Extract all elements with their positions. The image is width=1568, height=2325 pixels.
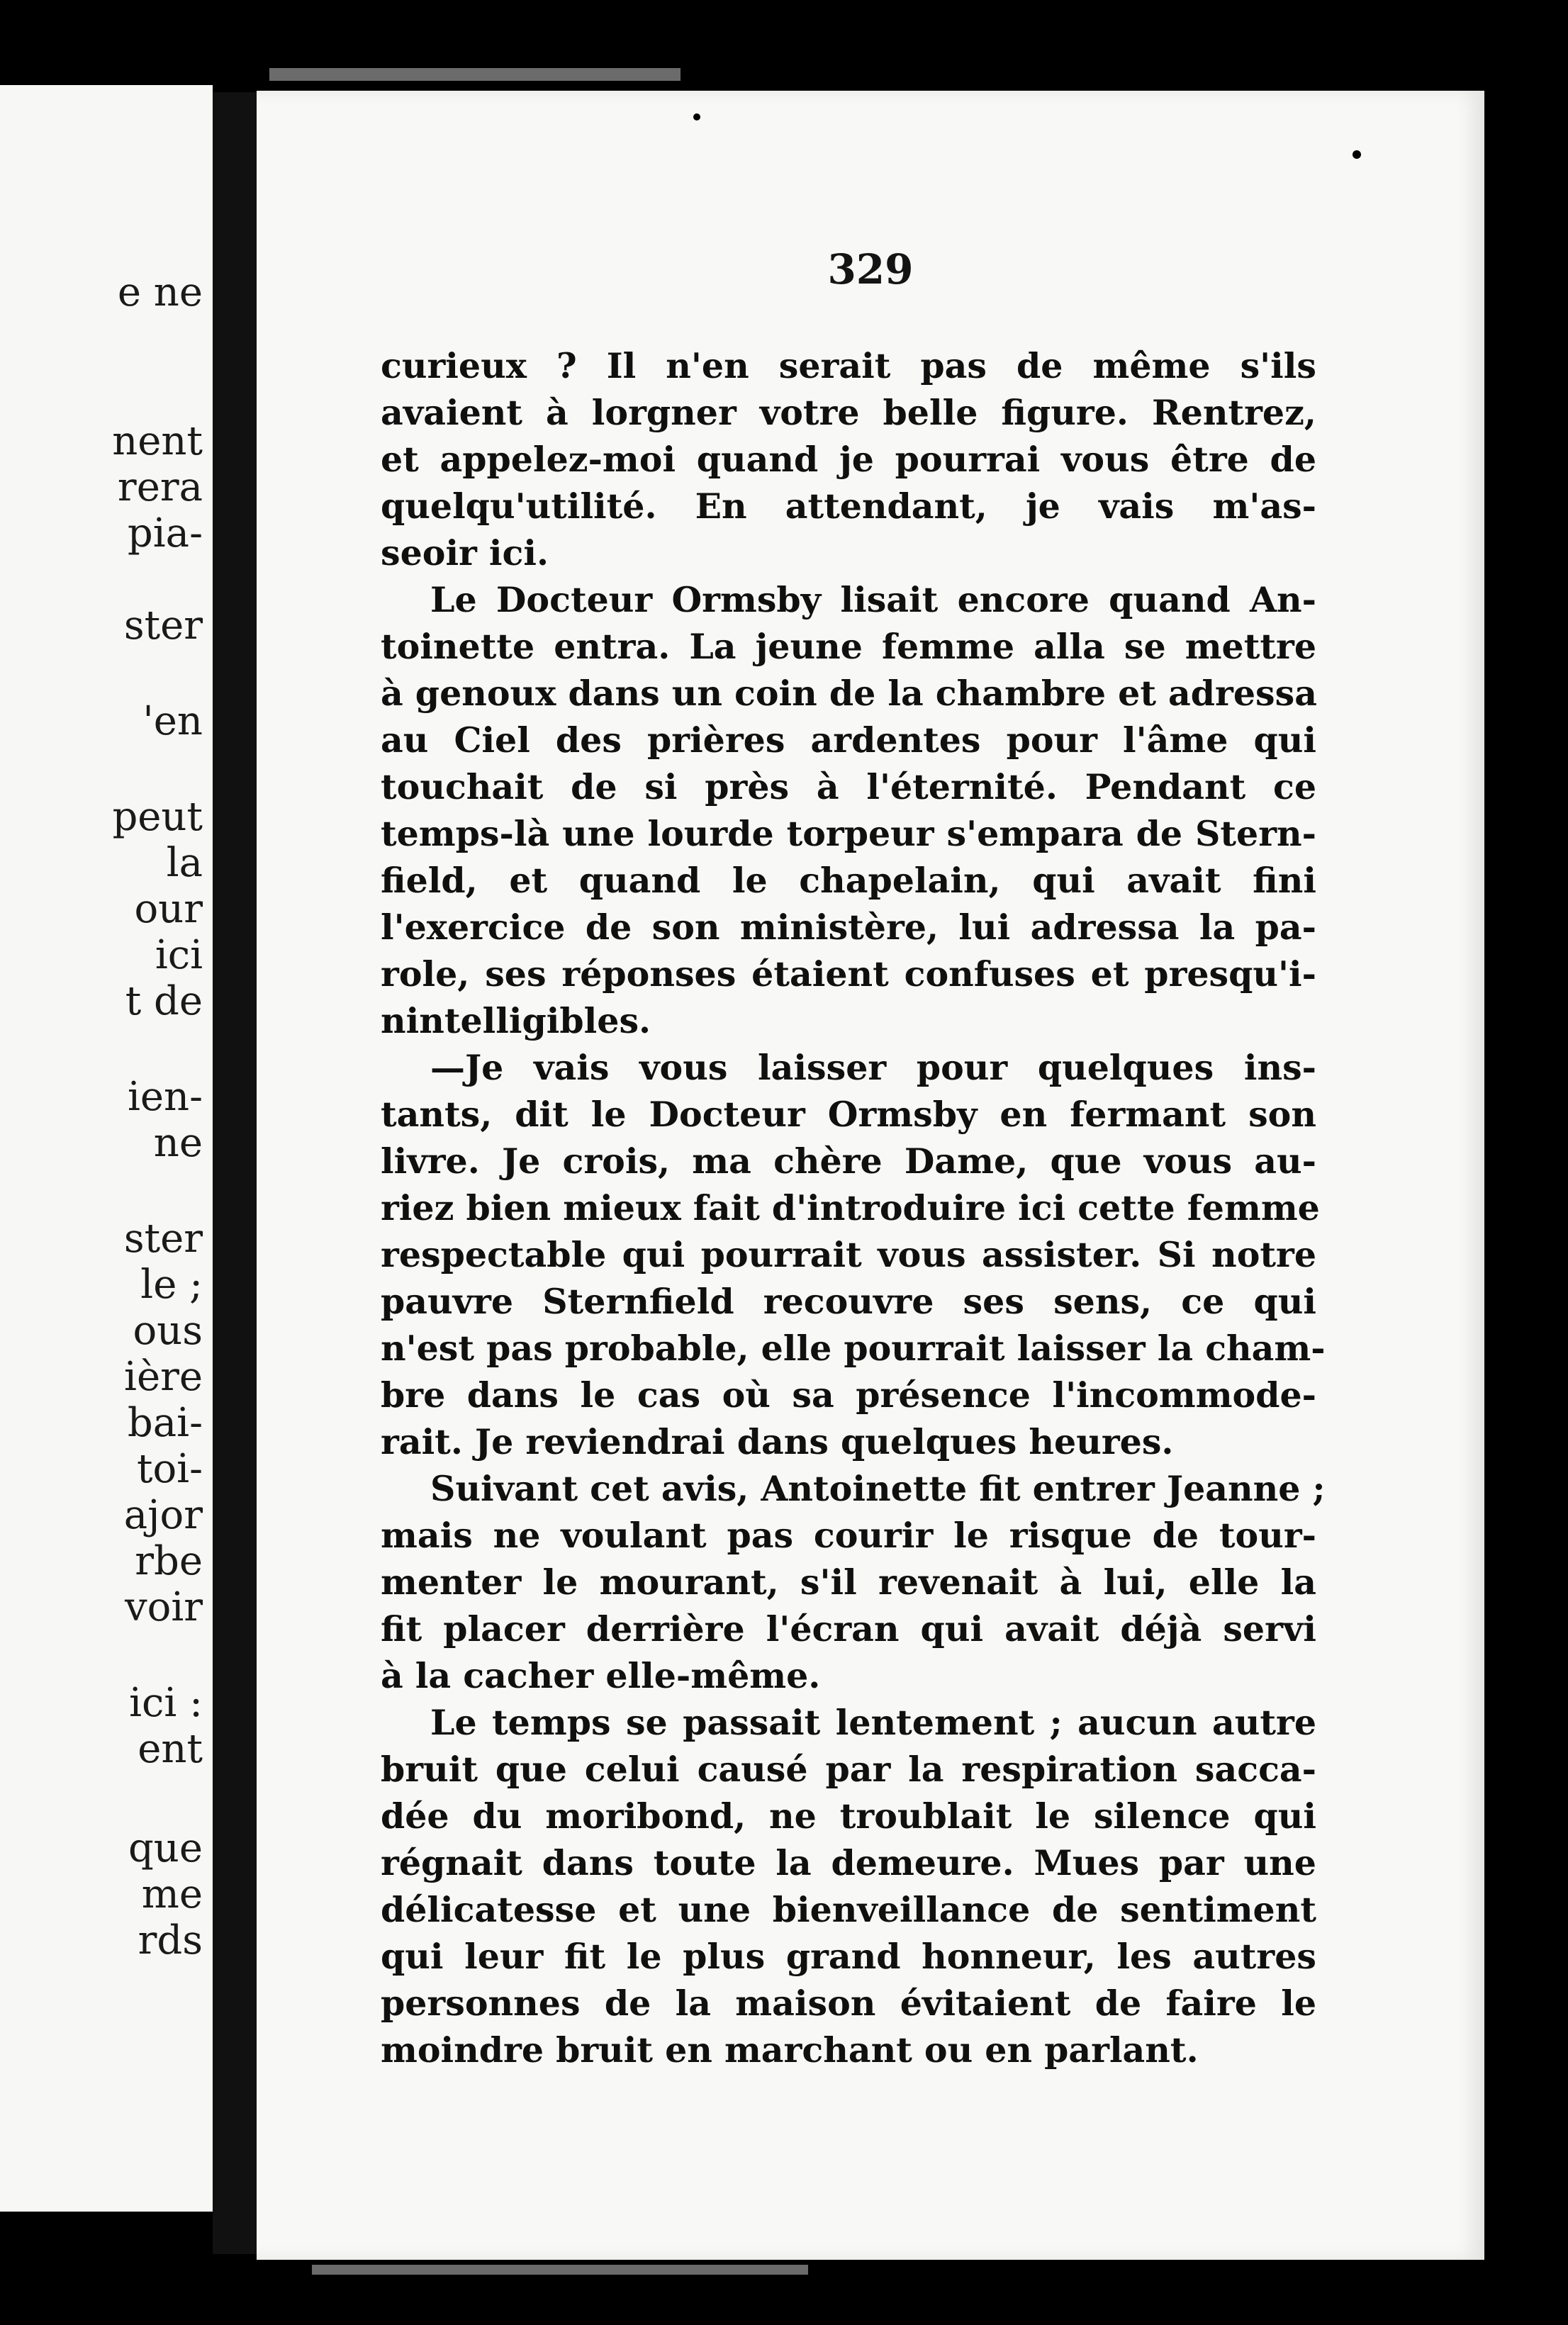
text-line: nintelligibles. [381,1000,651,1041]
text-line: field, et quand le chapelain, qui avait fini [381,860,1316,901]
text-line: au Ciel des prières ardentes pour l'âme qui [381,719,1316,761]
text-line: moindre bruit en marchant ou en parlant. [381,2029,1199,2071]
text-line: avaient à lorgner votre belle figure. Rentrez, [381,392,1316,433]
left-page-line-fragment: our [134,886,203,932]
text-line: bruit que celui causé par la respiration sacca- [381,1749,1316,1790]
text-line: temps-là une lourde torpeur s'empara de Stern- [381,813,1316,854]
text-line: livre. Je crois, ma chère Dame, que vous au- [381,1141,1316,1182]
left-page-line-fragment: ici : [129,1680,203,1726]
left-page-line-fragment: toi- [136,1446,203,1492]
left-page-line-fragment: ster [123,603,203,649]
page-gutter [213,92,257,2254]
left-page-line-fragment: bai- [127,1400,203,1446]
left-page-line-fragment: ous [133,1308,203,1354]
text-line: régnait dans toute la demeure. Mues par une [381,1842,1316,1883]
text-line: quelqu'utilité. En attendant, je vais m'as- [381,486,1316,527]
left-page-line-fragment: t de [125,978,203,1024]
text-line: role, ses réponses étaient confuses et presqu'i- [381,953,1316,995]
book-page [257,91,1484,2260]
left-page-line-fragment: pia- [127,510,203,556]
text-line: Le Docteur Ormsby lisait encore quand An- [430,579,1316,620]
left-page-line-fragment: me [141,1871,203,1917]
left-page-line-fragment: ne [153,1120,203,1166]
left-page-line-fragment: ière [124,1354,203,1400]
text-line: personnes de la maison évitaient de faire le [381,1983,1316,2024]
scan-edge-bottom [312,2265,808,2275]
page-body-text [381,342,1326,2073]
text-line: l'exercice de son ministère, lui adressa la pa- [381,907,1316,948]
text-line: pauvre Sternfield recouvre ses sens, ce qui [381,1281,1316,1322]
left-page-line-fragment: la [166,840,203,886]
left-page-line-fragment: ent [138,1726,203,1772]
text-line: n'est pas probable, elle pourrait laisser la cham- [381,1328,1326,1369]
left-page-line-fragment: peut [112,794,203,840]
text-line: rait. Je reviendrai dans quelques heures. [381,1421,1174,1462]
text-line: Le temps se passait lentement ; aucun autre [430,1702,1316,1743]
left-page-line-fragment: que [128,1825,203,1871]
text-line: curieux ? Il n'en serait pas de même s'ils [381,345,1316,386]
text-line: Suivant cet avis, Antoinette fit entrer Jeanne ; [430,1468,1326,1509]
left-page-line-fragment: ici [155,932,203,978]
scan-edge-top [269,68,681,81]
text-line: et appelez-moi quand je pourrai vous être de [381,439,1316,480]
left-page-line-fragment: 'en [142,698,203,744]
text-line: bre dans le cas où sa présence l'incommode- [381,1374,1316,1416]
scan-speck [1353,150,1361,159]
left-page-line-fragment: ster [123,1216,203,1262]
page-number: 329 [827,245,914,293]
left-page-line-fragment: nent [112,418,203,464]
text-line: délicatesse et une bienveillance de sentiment [381,1889,1316,1930]
text-line: à la cacher elle-même. [381,1655,821,1696]
text-line: seoir ici. [381,532,549,573]
text-line: —Je vais vous laisser pour quelques ins- [430,1047,1316,1088]
text-line: qui leur fit le plus grand honneur, les autres [381,1936,1316,1977]
left-page-line-fragment: le ; [140,1262,203,1308]
text-line: fit placer derrière l'écran qui avait déjà servi [381,1608,1316,1649]
left-page-line-fragment: rbe [135,1538,203,1584]
text-line: à genoux dans un coin de la chambre et adressa [381,673,1317,714]
text-line: riez bien mieux fait d'introduire ici cette femme [381,1187,1320,1228]
left-page-line-fragment: rera [117,464,203,510]
scan-speck [693,113,700,121]
left-page-line-fragment: voir [124,1584,203,1630]
text-line: dée du moribond, ne troublait le silence qui [381,1795,1316,1837]
left-page-fragment [0,85,213,2212]
text-line: mais ne voulant pas courir le risque de tour- [381,1515,1316,1556]
left-page-line-fragment: e ne [117,269,203,315]
text-line: respectable qui pourrait vous assister. Si notre [381,1234,1316,1275]
text-line: touchait de si près à l'éternité. Pendant ce [381,766,1316,807]
text-line: toinette entra. La jeune femme alla se mettre [381,626,1316,667]
text-line: menter le mourant, s'il revenait à lui, elle la [381,1562,1316,1603]
text-line: tants, dit le Docteur Ormsby en fermant son [381,1094,1316,1135]
left-page-line-fragment: ien- [127,1074,203,1120]
left-page-line-fragment: ajor [123,1492,203,1538]
left-page-line-fragment: rds [138,1917,203,1963]
